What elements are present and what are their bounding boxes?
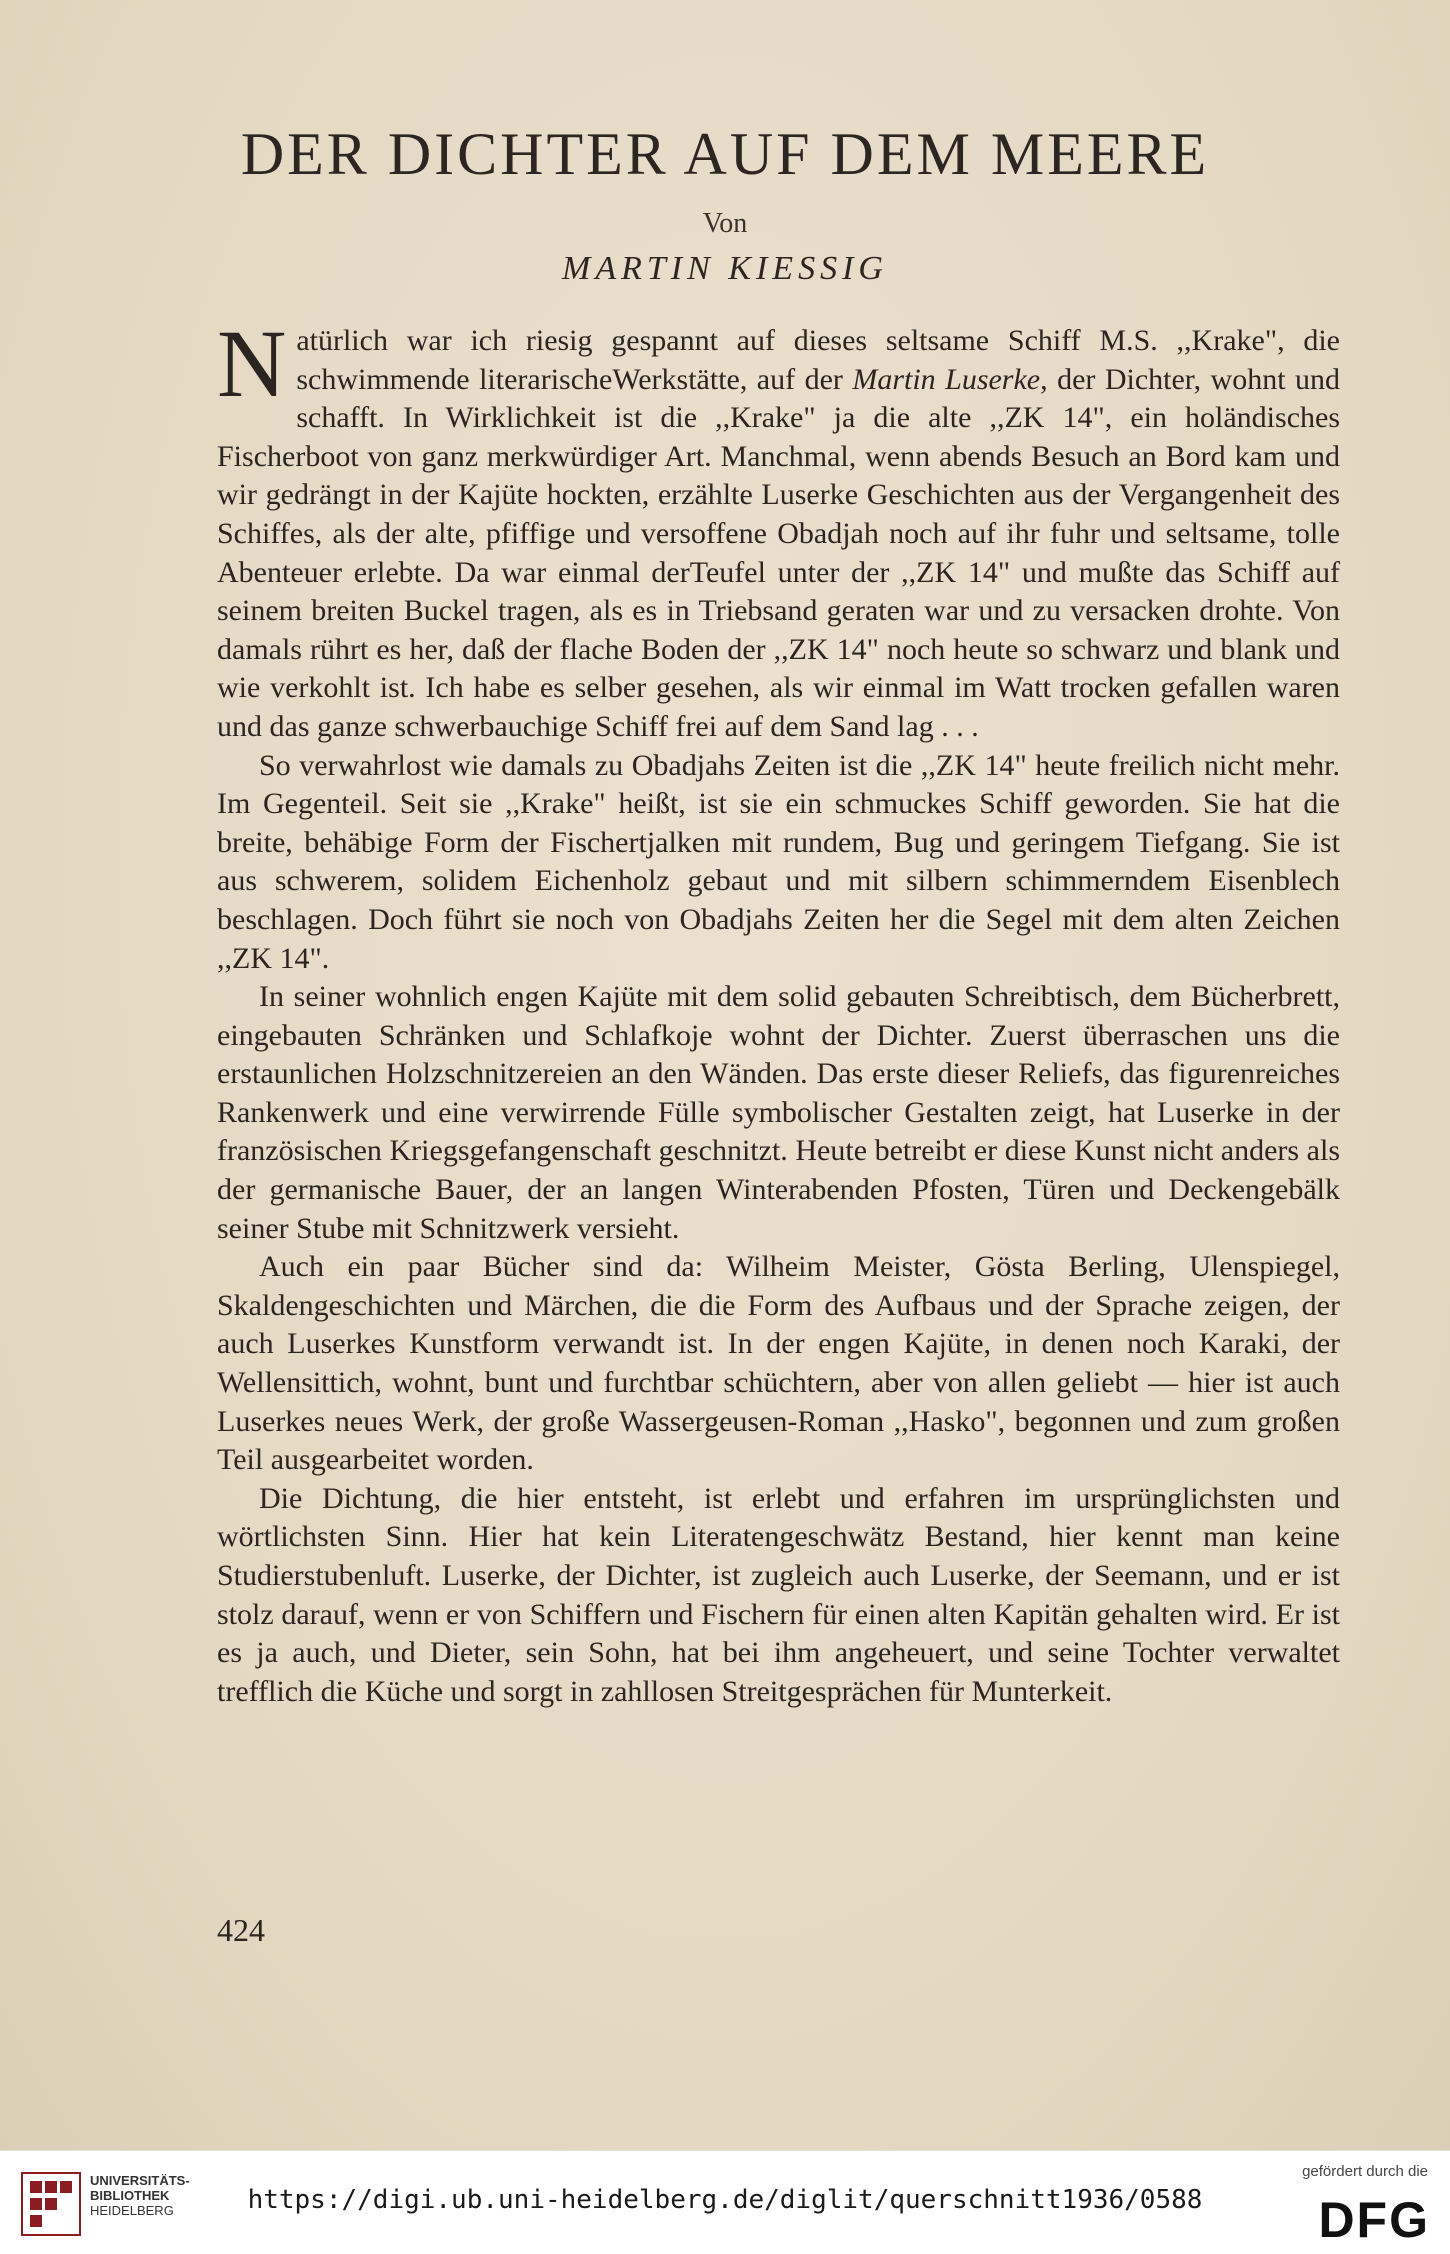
dfg-logo: DFG [1318, 2192, 1430, 2248]
paragraph-1 [217, 310, 1340, 747]
paragraph-1-text-a: atürlich war ich riesig gespannt auf dieses seltsame Schiff M.S. ,,Krake", die schwimmende literarischeWerkstätte, auf der [296, 324, 1340, 396]
paragraph-4: Auch ein paar Bücher sind da: Wilheim Meister, Gösta Berling, Ulenspiegel, Skaldengeschichten und Märchen, die die Form des Aufbaus und der Sprache zeigen, der auch Luserkes Kunstform verwandt ist. In der engen Kajüte, in denen noch Karaki, der Wellensittich, wohnt, bunt und furchtbar schüchtern, aber von allen geliebt — hier ist auch Luserkes neues Werk, der große Wassergeusen-Roman ,,Hasko", begonnen und zum großen Teil ausgearbeitet worden. [217, 1250, 1340, 1477]
byline-von: Von [702, 208, 748, 239]
paragraph-2: So verwahrlost wie damals zu Obadjahs Zeiten ist die ,,ZK 14" heute freilich nicht mehr. Im Gegenteil. Seit sie ,,Krake" heißt, ist sie ein schmuckes Schiff geworden. Sie hat die breite, behäbige Form der Fischertjalken mit rundem, Bug und geringem Tiefgang. Sie ist aus schwerem, solidem Eichenholz gebaut und mit silbern schimmerndem Eisenblech beschlagen. Doch führt sie noch von Obadjahs Zeiten her die Segel mit dem alten Zeichen ,,ZK 14". [217, 748, 1340, 975]
library-name-line-1: UNIVERSITÄTS- [90, 2173, 190, 2188]
library-name-line-3: HEIDELBERG [90, 2203, 174, 2218]
paragraph-5: Die Dichtung, die hier entsteht, ist erlebt und erfahren im ursprünglichsten und wörtlichsten Sinn. Hier hat kein Literatengeschwätz Bestand, hier kennt man keine Studierstubenluft. Luserke, der Dichter, ist zugleich auch Luserke, der Seemann, und er ist stolz darauf, wenn er von Schiffern und Fischern für einen alten Kapitän gehalten wird. Er ist es ja auch, und Dieter, sein Sohn, hat bei ihm angeheuert, und seine Tochter verwaltet trefflich die Küche und sorgt in zahllosen Streitgesprächen für Munterkeit. [217, 1481, 1340, 1708]
paragraph-1-italic-name: Martin Luserke [852, 362, 1041, 396]
funding-note: gefördert durch die [1302, 2163, 1428, 2180]
paragraph-3: In seiner wohnlich engen Kajüte mit dem solid gebauten Schreibtisch, dem Bücherbrett, eingebauten Schränken und Schlafkoje wohnt der Dichter. Zuerst überraschen uns die erstaunlichen Holzschnitzereien an den Wänden. Das erste dieser Reliefs, das figurenreiches Rankenwerk und eine verwirrende Fülle symbolischer Gestalten zeigt, hat Luserke in der französischen Kriegsgefangenschaft geschnitzt. Heute betreibt er diese Kunst nicht anders als der germanische Bauer, der an langen Winterabenden Pfosten, Türen und Deckengebälk seiner Stube mit Schnitzwerk versieht. [217, 980, 1340, 1245]
paragraph-1-text-b: , der Dichter, wohnt und schafft. In Wirklichkeit ist die ,,Krake" ja die alte ,,ZK 14", ein holändisches Fischerboot von ganz merkwürdiger Art. Manchmal, wenn abends Besuch an Bord kam und wir gedrängt in der Kajüte hockten, erzählte Luserke Geschichten aus der Vergangenheit des Schiffes, als der alte, pfiffige und versoffene Obadjah noch auf ihr fuhr und seltsame, tolle Abenteuer erlebte. Da war einmal derTeufel unter der ,,ZK 14" und mußte das Schiff auf seinem breiten Buckel tragen, als es in Triebsand geraten war und zu versacken drohte. Von damals rührt es her, daß der flache Boden der ,,ZK 14" noch heute so schwarz und blank und wie verkohlt ist. Ich habe es selber gesehen, als wir einmal im Watt trocken gefallen waren und das ganze schwerbauchige Schiff frei auf dem Sand lag . . . [217, 362, 1340, 743]
article-body [217, 310, 1340, 1711]
permalink-url[interactable]: https://digi.ub.uni-heidelberg.de/diglit/querschnitt1936/0588 [247, 2185, 1203, 2215]
author-name: MARTIN KIESSIG [562, 250, 888, 287]
page-number: 424 [217, 1912, 265, 1948]
library-name-line-2: BIBLIOTHEK [90, 2188, 170, 2203]
viewer-footer [0, 2150, 1450, 2254]
article-title: DER DICHTER AUF DEM MEERE [240, 121, 1210, 187]
drop-cap: N [217, 310, 287, 417]
